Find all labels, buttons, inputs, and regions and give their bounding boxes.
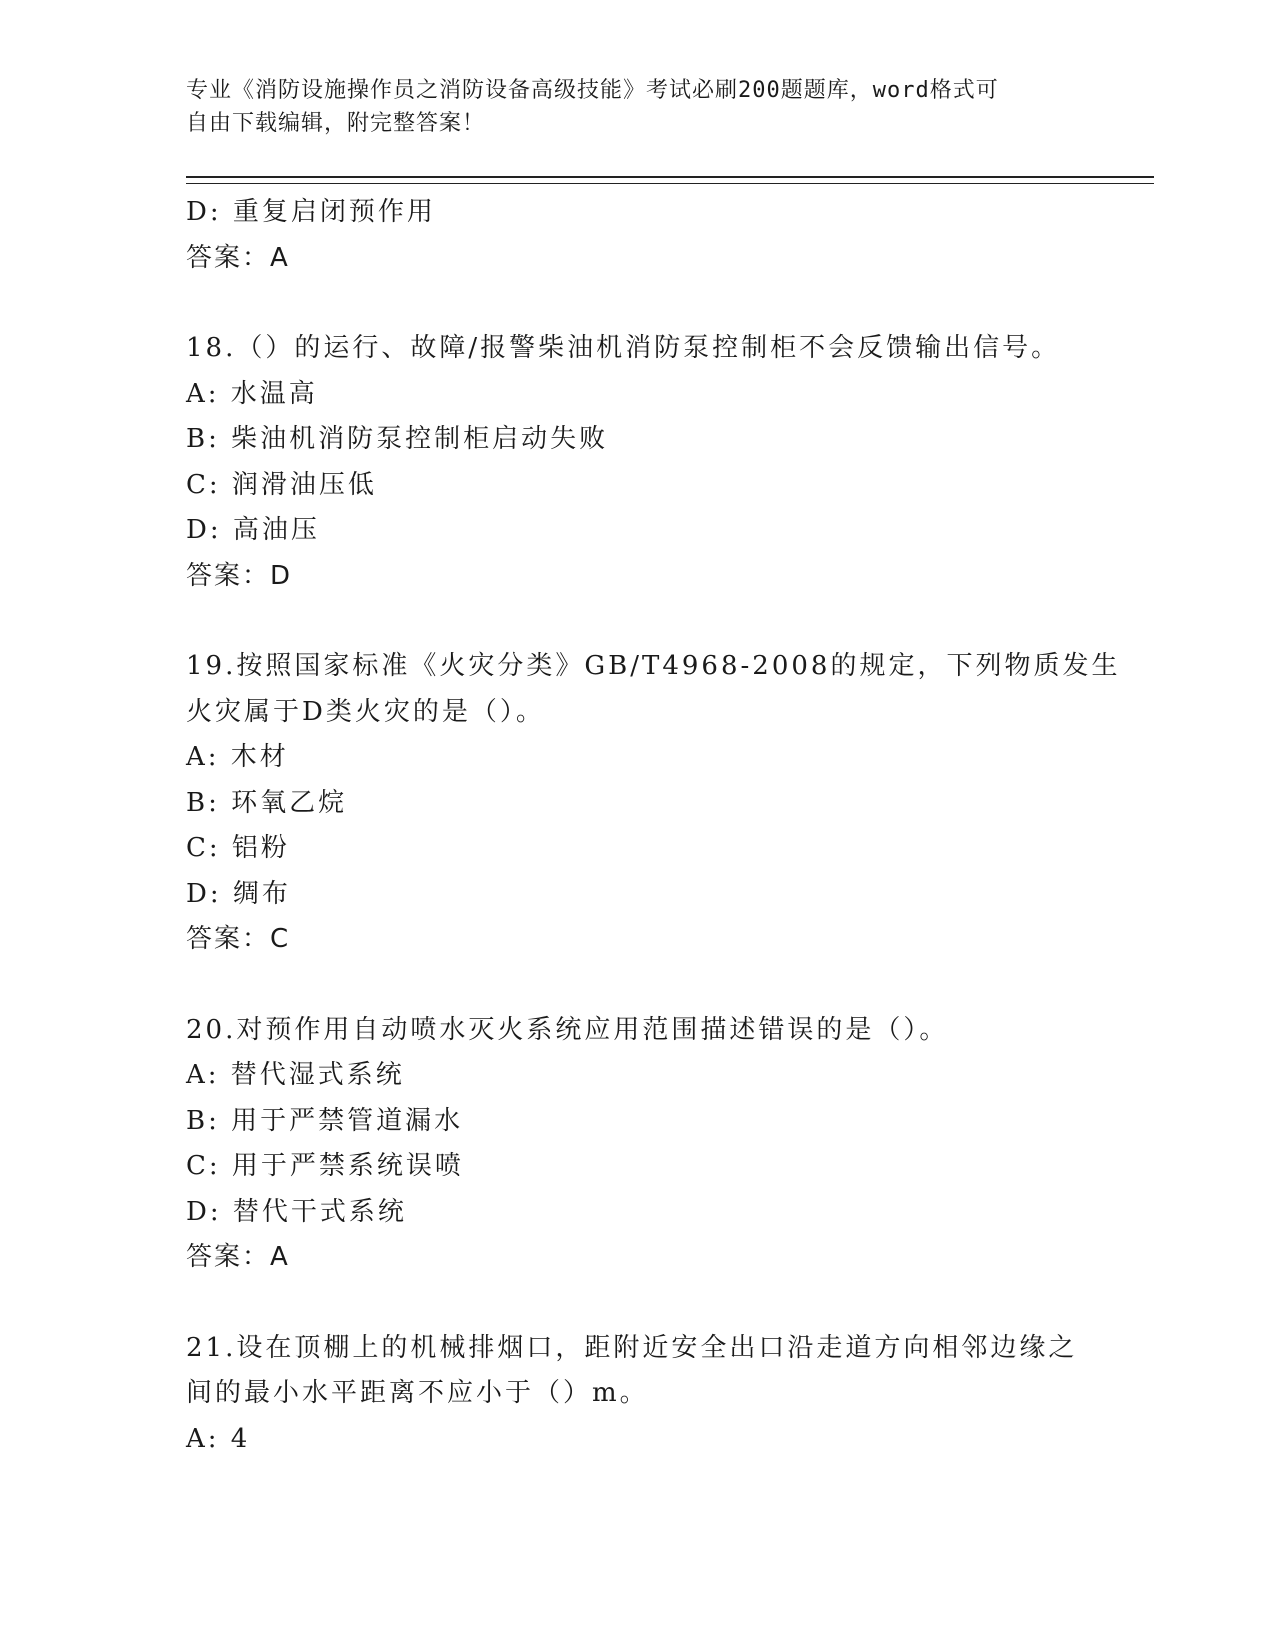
question-block-17	[186, 190, 1086, 281]
option-a: A: 木材	[186, 742, 289, 772]
option-a: A: 水温高	[186, 378, 318, 409]
question-block-18	[186, 326, 1086, 599]
option-d: D: 重复启闭预作用	[186, 197, 436, 227]
question-list	[186, 190, 1121, 1462]
question-stem: 18.（）的运行、故障/报警柴油机消防泵控制柜不会反馈输出信号。	[186, 333, 1061, 363]
question-stem: 21.设在顶棚上的机械排烟口，距附近安全出口沿走道方向相邻边缘之	[186, 1332, 1078, 1363]
header-line-1: 专业《消防设施操作员之消防设备高级技能》考试必刷200题题库，word格式可	[186, 78, 999, 103]
question-block-21	[186, 1326, 1086, 1463]
header-divider	[186, 176, 1154, 184]
option-c: C: 用于严禁系统误喷	[186, 1151, 464, 1181]
question-block-20	[186, 1008, 1086, 1281]
question-stem: 20.对预作用自动喷水灭火系统应用范围描述错误的是（）。	[186, 1014, 949, 1045]
question-block-19	[186, 644, 1121, 963]
option-b: B: 环氧乙烷	[186, 787, 348, 818]
option-d: D: 绸布	[186, 878, 291, 909]
option-b: B: 用于严禁管道漏水	[186, 1105, 464, 1136]
header-line-2: 自由下载编辑，附完整答案！	[186, 111, 486, 136]
answer-line: 答案：A	[186, 242, 290, 273]
answer-line: 答案：C	[186, 924, 291, 954]
option-d: D: 替代干式系统	[186, 1196, 407, 1227]
option-a: A: 4	[186, 1423, 251, 1454]
option-d: D: 高油压	[186, 515, 320, 545]
answer-line: 答案：A	[186, 1242, 290, 1272]
answer-line: 答案：D	[186, 560, 293, 591]
option-c: C: 润滑油压低	[186, 469, 377, 500]
option-c: C: 铝粉	[186, 833, 290, 863]
question-stem-continued: 火灾属于D类火灾的是（）。	[186, 696, 545, 727]
question-stem: 19.按照国家标准《火灾分类》GB/T4968-2008的规定，下列物质发生	[186, 651, 1121, 681]
option-a: A: 替代湿式系统	[186, 1060, 405, 1090]
page-header	[186, 74, 1066, 140]
option-b: B: 柴油机消防泵控制柜启动失败	[186, 424, 609, 454]
question-stem-continued: 间的最小水平距离不应小于（）m。	[186, 1378, 649, 1408]
